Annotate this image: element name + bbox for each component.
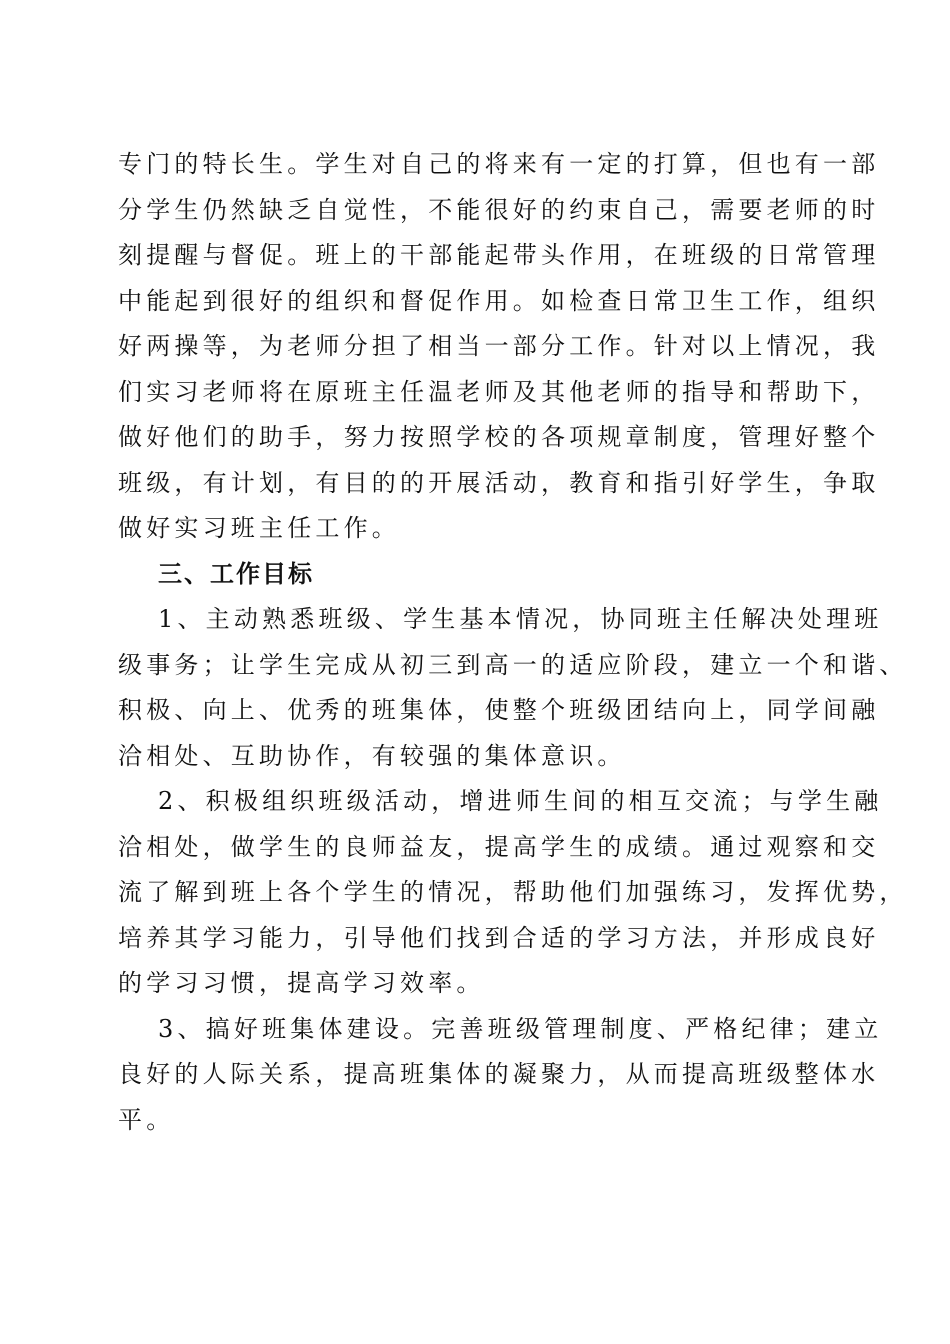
text-line: 做好实习班主任工作。 (118, 514, 400, 542)
text-line: 良好的人际关系，提高班集体的凝聚力，从而提高班级整体水 (118, 1060, 880, 1088)
text-line: 分学生仍然缺乏自觉性，不能很好的约束自己，需要老师的时 (118, 195, 880, 224)
text-line: 的学习习惯，提高学习效率。 (118, 969, 485, 997)
text-line: 做好他们的助手，努力按照学校的各项规章制度，管理好整个 (118, 423, 880, 451)
text-line: 好两操等，为老师分担了相当一部分工作。针对以上情况，我 (118, 332, 880, 360)
goal-1-paragraph (118, 597, 908, 779)
text-line: 中能起到很好的组织和督促作用。如检查日常卫生工作，组织 (118, 286, 880, 315)
text-line: 培养其学习能力，引导他们找到合适的学习方法，并形成良好 (118, 923, 880, 952)
text-line: 专门的特长生。学生对自己的将来有一定的打算，但也有一部 (118, 150, 880, 178)
section-heading: 三、工作目标 (158, 559, 314, 588)
text-line: 3、搞好班集体建设。完善班级管理制度、严格纪律；建立 (158, 1014, 883, 1043)
text-line: 级事务；让学生完成从初三到高一的适应阶段，建立一个和谐、 (118, 650, 908, 679)
text-line: 刻提醒与督促。班上的干部能起带头作用，在班级的日常管理 (118, 241, 880, 269)
text-line: 1、主动熟悉班级、学生基本情况，协同班主任解决处理班 (158, 605, 883, 633)
intro-paragraph (118, 142, 880, 552)
text-line: 积极、向上、优秀的班集体，使整个班级团结向上，同学间融 (118, 696, 880, 724)
goal-2-paragraph (118, 779, 908, 1007)
text-line: 们实习老师将在原班主任温老师及其他老师的指导和帮助下， (118, 377, 880, 406)
text-line: 2、积极组织班级活动，增进师生间的相互交流；与学生融 (158, 787, 883, 815)
text-line: 流了解到班上各个学生的情况，帮助他们加强练习，发挥优势， (118, 878, 908, 906)
goal-3-paragraph (118, 1007, 883, 1144)
text-line: 洽相处、互助协作，有较强的集体意识。 (118, 741, 626, 770)
text-line: 平。 (118, 1105, 175, 1134)
document-body (118, 142, 908, 1143)
text-line: 班级，有计划，有目的的开展活动，教育和指引好学生，争取 (118, 468, 880, 497)
text-line: 洽相处，做学生的良师益友，提高学生的成绩。通过观察和交 (118, 832, 880, 861)
